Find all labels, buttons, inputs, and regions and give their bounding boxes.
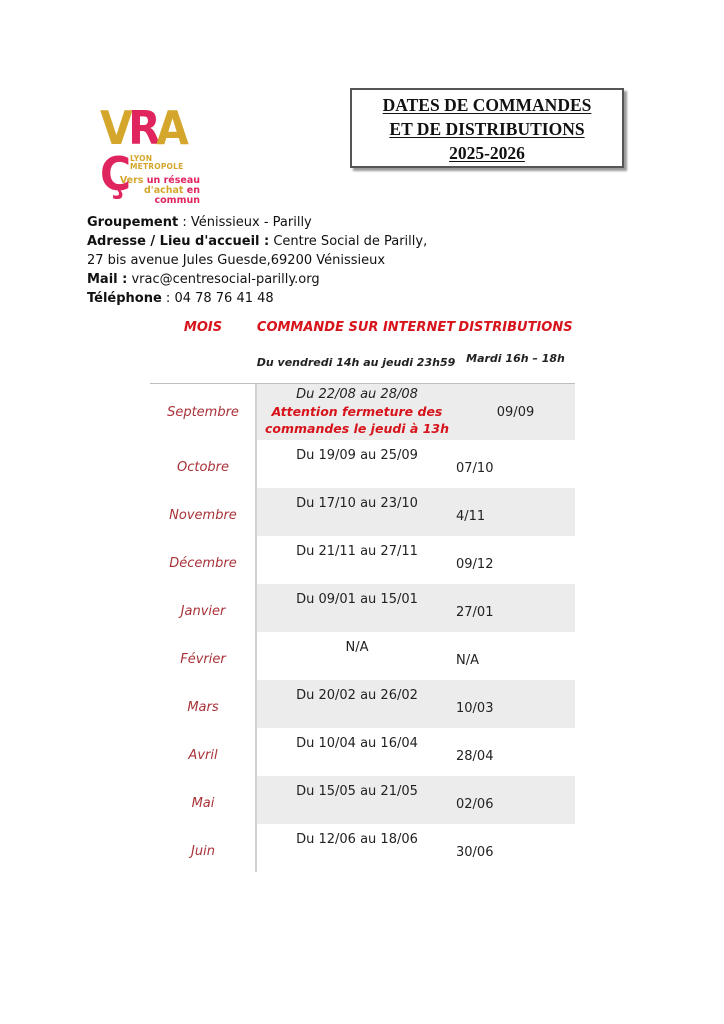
cell-month: Novembre [169, 508, 237, 523]
title-line-3: 2025-2026 [449, 143, 525, 163]
groupement-value: : Vénissieux - Parilly [178, 215, 312, 230]
info-telephone [87, 289, 427, 308]
cell-month: Juin [191, 844, 215, 859]
table-body [150, 384, 575, 872]
cell-order-period: Du 12/06 au 18/06 [296, 832, 418, 847]
tagline-un-reseau: un réseau [146, 175, 200, 186]
cell-distribution-date: 27/01 [456, 604, 494, 620]
adresse-value: Centre Social de Parilly, [269, 234, 428, 249]
adresse-label: Adresse / Lieu d'accueil : [87, 234, 270, 249]
cell-order-period: Du 17/10 au 23/10 [296, 496, 418, 511]
cell-distribution-date: 09/12 [456, 556, 494, 572]
cell-month: Octobre [176, 460, 230, 475]
header-distributions-sub: Mardi 16h – 18h [466, 352, 565, 365]
table-row [150, 632, 575, 680]
table-row [150, 440, 575, 488]
logo-letter-r: R [128, 101, 157, 155]
info-groupement [87, 213, 427, 232]
logo-sub-lyon: LYON [130, 154, 153, 163]
order-period-text: Du 22/08 au 28/08 [296, 387, 418, 402]
cell-distribution-date: 10/03 [456, 700, 494, 716]
header-distributions: DISTRIBUTIONS [458, 320, 573, 335]
cell-distribution-date: 28/04 [456, 748, 494, 764]
table-row [150, 680, 575, 728]
cell-order-period: Du 09/01 au 15/01 [296, 592, 418, 607]
telephone-value: : 04 78 76 41 48 [161, 291, 274, 306]
cell-month: Février [180, 652, 226, 667]
cell-month: Mai [191, 796, 215, 811]
logo-letter-v: V [100, 101, 129, 155]
logo-letter-a: A [156, 101, 185, 155]
tagline-vers: Vers [119, 175, 147, 186]
cell-order-period: Du 21/11 au 27/11 [296, 544, 418, 559]
vrac-logo [100, 101, 210, 206]
cell-month: Mars [187, 700, 219, 715]
table-header [150, 318, 575, 384]
header-commande: COMMANDE SUR INTERNET [256, 320, 456, 335]
table-row [150, 728, 575, 776]
title-line-2: ET DE DISTRIBUTIONS [389, 119, 585, 139]
cell-order-period: Du 20/02 au 26/02 [296, 688, 418, 703]
cell-month: Janvier [180, 604, 226, 619]
cell-distribution-date: 09/09 [496, 404, 535, 420]
document-title-box [350, 88, 624, 168]
cell-distribution-date: 4/11 [456, 508, 486, 524]
closing-warning: Attention fermeture des commandes le jeudi à 13h [264, 404, 450, 436]
info-mail [87, 270, 427, 289]
table-row [150, 584, 575, 632]
tagline-en-commun: en commun [154, 185, 200, 206]
cell-order-period [257, 384, 457, 440]
header-commande-sub: Du vendredi 14h au jeudi 23h59 [256, 356, 456, 369]
contact-info [87, 213, 427, 308]
adresse-line-2: 27 bis avenue Jules Guesde,69200 Vénissieux [87, 253, 386, 268]
cell-order-period: Du 10/04 au 16/04 [296, 736, 418, 751]
table-row [150, 384, 575, 440]
cell-month: Avril [188, 748, 218, 763]
table-row [150, 536, 575, 584]
tagline-dachat: d'achat [144, 185, 187, 196]
info-adresse [87, 232, 427, 251]
cell-order-period: N/A [345, 640, 369, 655]
title-line-1: DATES DE COMMANDES [382, 95, 592, 115]
table-row [150, 824, 575, 872]
logo-subtitle [130, 155, 210, 171]
cell-distribution-date: N/A [456, 652, 479, 668]
column-divider [255, 384, 257, 872]
cell-month: Décembre [169, 556, 237, 571]
header-mois: MOIS [183, 320, 223, 335]
cell-order-period: Du 19/09 au 25/09 [296, 448, 418, 463]
cell-month: Septembre [167, 404, 239, 420]
cell-order-period: Du 15/05 au 21/05 [296, 784, 418, 799]
mail-label: Mail : [87, 272, 128, 287]
cell-distribution-date: 02/06 [456, 796, 494, 812]
cell-distribution-date: 07/10 [456, 460, 494, 476]
logo-sub-metropole: METROPOLE [130, 162, 184, 171]
cell-distribution-date: 30/06 [456, 844, 494, 860]
telephone-label: Téléphone [87, 291, 162, 306]
table-row [150, 488, 575, 536]
groupement-label: Groupement [87, 215, 179, 230]
mail-value[interactable]: vrac@centresocial-parilly.org [127, 272, 320, 287]
logo-letter-c: Ç [100, 147, 127, 201]
table-row [150, 776, 575, 824]
schedule-table [150, 318, 575, 872]
